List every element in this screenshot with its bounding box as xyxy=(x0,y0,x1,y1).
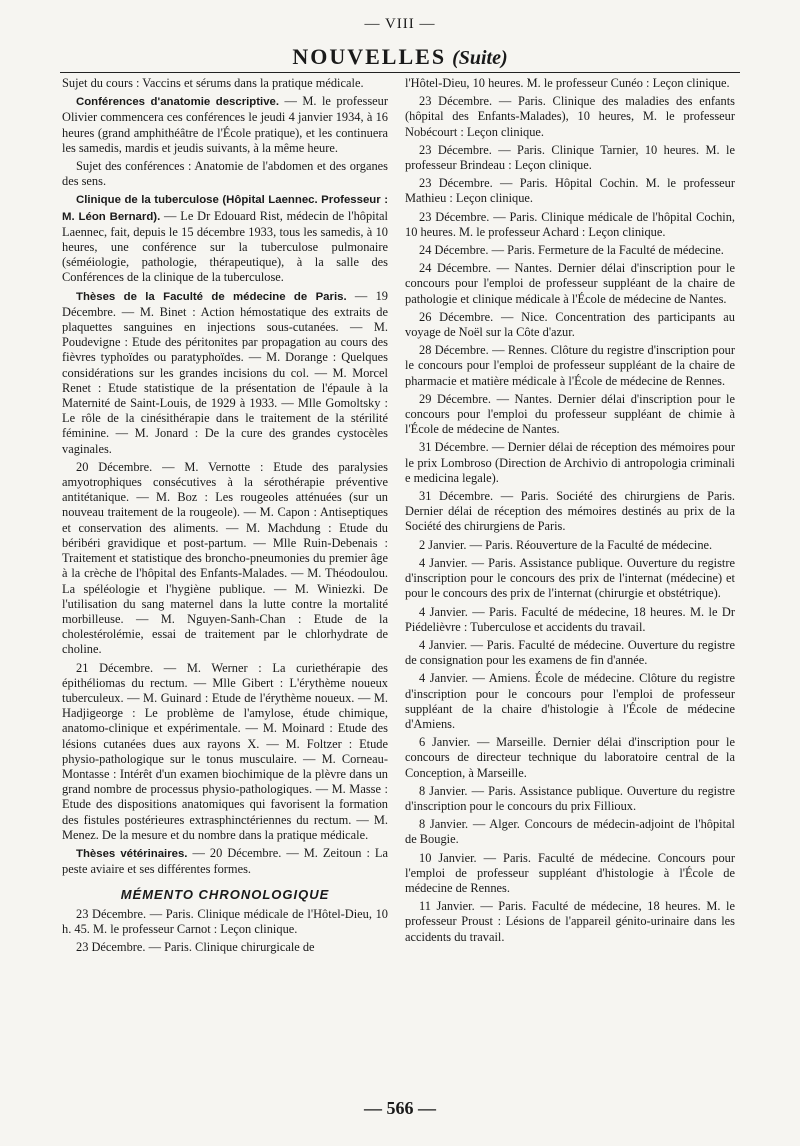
paragraph-body: — 20 Décembre. — M. Zeitoun : La peste aviaire et ses différentes formes. xyxy=(62,845,388,877)
paragraph: 21 Décembre. — M. Werner : La curiethérapie des épithéliomas du rectum. — Mlle Gibert : L'érythème noueux tuberculeux. — M. Guinard : Etude de l'érythème noueux. — M. Hadjigeorge : Le problème de l'amylose, étude chimique, anatomo-clinique et expérimentale. — M. Moinard : Etude des lésions cutanées dues aux rayons X. — M. Foltzer : Etude physio-pathologique sur le tonus musculaire. — M. Corneau-Montasse : Intérêt d'un examen biochimique de la plèvre dans un grand nombre de processus physio-pathologiques. — M. Masse : Etude des dispositions anatomiques qui favorisent la formation des fistules postérieures extrasphinctériennes du rectum. — M. Menez. De la mesure et du nombre dans la pratique médicale. xyxy=(62,660,388,842)
paragraph: 24 Décembre. — Nantes. Dernier délai d'inscription pour le concours pour l'emploi de professeur suppléant de la chaire de pathologie et clinique médicale à l'École de médecine de Nantes. xyxy=(405,261,735,306)
paragraph: 4 Janvier. — Paris. Faculté de médecine. Ouverture du registre de consignation pour les examens de fin d'année. xyxy=(405,637,735,668)
title-text: NOUVELLES xyxy=(292,44,447,69)
paragraph-heading: Thèses vétérinaires. xyxy=(76,847,188,860)
paragraph-heading: Clinique de la tuberculose (Hôpital Laennec. Professeur : M. Léon Bernard). xyxy=(62,194,388,223)
paragraph-heading: Conférences d'anatomie descriptive. xyxy=(76,96,280,109)
paragraph: 31 Décembre. — Dernier délai de réception des mémoires pour le prix Lombroso (Direction de Archivio di antropologia criminali e medicina legale). xyxy=(405,440,735,485)
paragraph-body: — 19 Décembre. — M. Binet : Action hémostatique des extraits de plaquettes sanguines en injections sous-cutanées. — M. Poudevigne : Etude des péritonites par propagation au cours des fièvres typhoïdes ou paratyphoïdes. — M. Dorange : Quelques considérations sur les grandes incisions du col. — M. Morcel Renet : Etude statistique de la présentation de l'épaule à la Maternité de Saint-Louis, de 1929 à 1933. — Mlle Gomoltsky : Le rôle de la cinésithérapie dans le traitement de la stérilité féminine. — M. Jonard : De la cure des grandes cystocèles vaginales. xyxy=(62,288,388,456)
paragraph: 4 Janvier. — Paris. Assistance publique. Ouverture du registre d'inscription pour le concours des prix de l'internat (médecine) et pour le concours des prix de l'internat (chirurgie et obstétrique). xyxy=(405,555,735,601)
paragraph: 28 Décembre. — Rennes. Clôture du registre d'inscription pour le concours pour l'emploi de professeur suppléant de la chaire de pharmacie et matière médicale à l'École de médecine de Rennes. xyxy=(405,343,735,388)
paragraph: 23 Décembre. — Paris. Clinique Tarnier, 10 heures. M. le professeur Brindeau : Leçon clinique. xyxy=(405,142,735,173)
memento-heading: MÉMENTO CHRONOLOGIQUE xyxy=(120,887,330,903)
paragraph: 26 Décembre. — Nice. Concentration des participants au voyage de Noël sur la Côte d'azur. xyxy=(405,309,735,340)
paragraph: 4 Janvier. — Paris. Faculté de médecine, 18 heures. M. le Dr Piédelièvre : Tuberculose et accidents du travail. xyxy=(405,604,735,634)
paragraph: 23 Décembre. — Paris. Hôpital Cochin. M. le professeur Mathieu : Leçon clinique. xyxy=(405,176,735,206)
paragraph xyxy=(62,94,388,156)
paragraph: 8 Janvier. — Paris. Assistance publique. Ouverture du registre d'inscription pour le concours du prix Fillioux. xyxy=(405,783,735,813)
left-column xyxy=(62,76,388,958)
paragraph: 23 Décembre. — Paris. Clinique des maladies des enfants (hôpital des Enfants-Malades), 10 heures, M. le professeur Nobécourt : Leçon clinique. xyxy=(405,94,735,139)
paragraph: 29 Décembre. — Nantes. Dernier délai d'inscription pour le concours pour l'emploi du professeur suppléant de chimie à l'École de médecine de Nantes. xyxy=(405,391,735,437)
title-suffix: (Suite) xyxy=(452,47,508,69)
paragraph: 23 Décembre. — Paris. Clinique médicale de l'hôpital Cochin, 10 heures. M. le professeur Achard : Leçon clinique. xyxy=(405,209,735,239)
paragraph-body: — Le Dr Edouard Rist, médecin de l'hôpital Laennec, fait, depuis le 15 décembre 1933, tous les samedis, à 10 heures, une conférence sur la tuberculose pulmonaire (séméiologie, pathologie, thérapeutique), à la salle des Conférences de la clinique de la tuberculose. xyxy=(62,208,388,285)
paragraph: Sujet des conférences : Anatomie de l'abdomen et des organes des sens. xyxy=(62,159,388,189)
header-rule xyxy=(60,72,740,73)
paragraph: Sujet du cours : Vaccins et sérums dans la pratique médicale. xyxy=(62,76,364,90)
paragraph: 4 Janvier. — Amiens. École de médecine. Clôture du registre d'inscription pour le concours pour l'emploi de professeur suppléant de la chaire d'histologie à l'École de médecine d'Amiens. xyxy=(405,671,735,731)
paragraph: 6 Janvier. — Marseille. Dernier délai d'inscription pour le concours de directeur technique du laboratoire central de la Conception, à Marseille. xyxy=(405,735,735,780)
paragraph: 31 Décembre. — Paris. Société des chirurgiens de Paris. Dernier délai de réception des mémoires destinés au prix de la Société des chirurgiens de Paris. xyxy=(405,489,735,534)
paragraph: 11 Janvier. — Paris. Faculté de médecine, 18 heures. M. le professeur Proust : Lésions de l'appareil génito-urinaire dans les accidents du travail. xyxy=(405,899,735,944)
paragraph-body: — M. le professeur Olivier commencera ces conférences le jeudi 4 janvier 1934, à 16 heures (grand amphithéâtre de l'École pratique), et les continuera les samedis, mardis et jeudis suivants, à la même heure. xyxy=(62,94,388,155)
paragraph: 20 Décembre. — M. Vernotte : Etude des paralysies amyotrophiques consécutives à la sérothérapie préventive antitétanique. — M. Boz : Les rougeoles atténuées (sur un nouveau traitement de la rougeole). — M. Capon : Antiseptiques et conservation des aliments. — M. Machdung : Etude du béribéri gravidique et post-partum. — Mlle Ruin-Debenais : Traitement et statistique des broncho-pneumonies du premier âge à la crèche de l'hôpital des Enfants-Malades. — M. Théodoulou. La spéléologie et l'hygiène publique. — M. Winiezki. De l'utilisation du sang maternel dans la lutte contre la mortalité morbilleuse. — M. Nguyen-Sanh-Chan : Etude de la cholestérolémie, essai de traitement par le chlorhydrate de choline. xyxy=(62,459,388,657)
paragraph: l'Hôtel-Dieu, 10 heures. M. le professeur Cunéo : Leçon clinique. xyxy=(405,76,730,90)
paragraph: 2 Janvier. — Paris. Réouverture de la Faculté de médecine. xyxy=(419,537,713,552)
right-column xyxy=(405,76,735,948)
paragraph: 23 Décembre. — Paris. Clinique médicale de l'Hôtel-Dieu, 10 h. 45. M. le professeur Carnot : Leçon clinique. xyxy=(62,906,388,936)
paragraph xyxy=(62,289,388,457)
paragraph xyxy=(62,846,388,877)
paragraph: 23 Décembre. — Paris. Clinique chirurgicale de xyxy=(76,939,315,954)
paragraph xyxy=(62,192,388,285)
paragraph: 8 Janvier. — Alger. Concours de médecin-adjoint de l'hôpital de Bougie. xyxy=(405,817,735,847)
paragraph: 24 Décembre. — Paris. Fermeture de la Faculté de médecine. xyxy=(419,243,724,258)
page-roman-numeral: — VIII — xyxy=(364,16,436,32)
paragraph: 10 Janvier. — Paris. Faculté de médecine. Concours pour l'emploi de professeur suppléant d'histologie à l'École de médecine de Rennes. xyxy=(405,850,735,895)
page-number: — 566 — xyxy=(364,1098,436,1118)
paragraph-heading: Thèses de la Faculté de médecine de Paris. xyxy=(76,290,347,303)
page-title xyxy=(0,44,800,70)
